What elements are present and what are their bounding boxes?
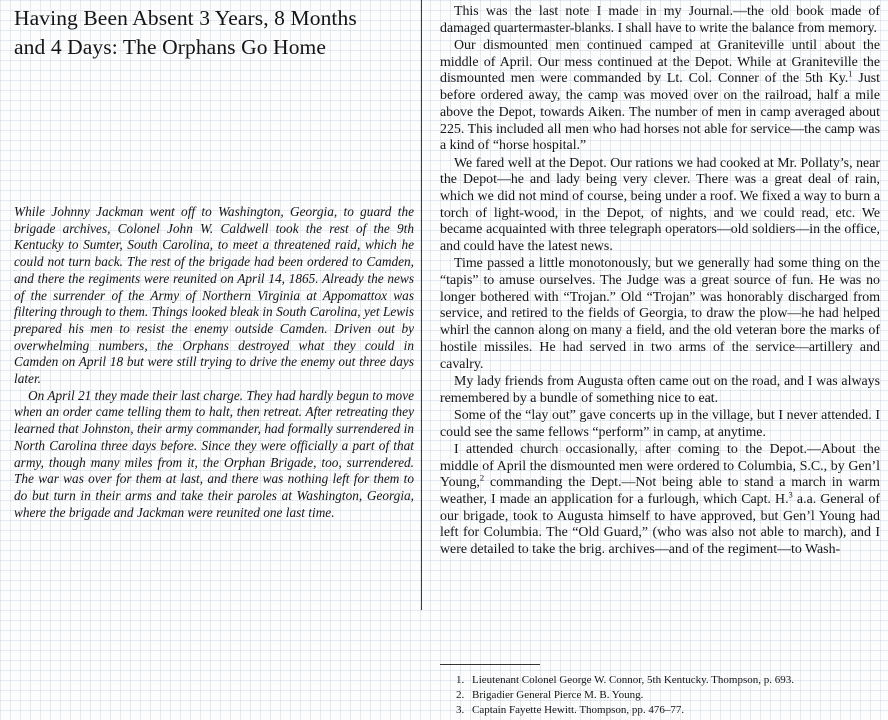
footnotes bbox=[456, 673, 876, 718]
chapter-title-line-1: Having Been Absent 3 Years, 8 Months bbox=[14, 6, 357, 30]
footnote-1-number: 1. bbox=[456, 674, 465, 686]
footnote-1-text: Lieutenant Colonel George W. Connor, 5th Kentucky. Thompson, p. 693. bbox=[472, 674, 794, 686]
chapter-title-line-2: and 4 Days: The Orphans Go Home bbox=[14, 35, 327, 59]
body-paragraph-4: Time passed a little monotonously, but we generally had some thing on the “tapis” to amuse ourselves. The Judge was a great source of fun. He was no longer bothered with “Trojan.” Old “Trojan” was honorably discharged from service, and retired to the fields of Georgia, to draw the plow—he had helped whirl the cannon along on many a field, and the old veteran bore the marks of hostile missiles. He had served in two arms of the service—artillery and cavalry. bbox=[440, 256, 880, 372]
footnote-1 bbox=[456, 673, 876, 688]
body-paragraph-7-text-c: a.a. General of our brigade, took to Augusta himself to have approved, but Gen’l Young had left for Columbia. The “Old Guard,” (who was also not able to march), and I were detailed to take the brig. archives—and of the regiment—to Wash- bbox=[440, 491, 880, 558]
left-column bbox=[14, 4, 414, 604]
column-divider bbox=[421, 0, 422, 610]
body-paragraph-5: My lady friends from Augusta often came out on the road, and I was always remembered by a bundle of something nice to eat. bbox=[440, 373, 880, 406]
footnote-rule bbox=[440, 664, 540, 665]
body-paragraph-6: Some of the “lay out” gave concerts up in the village, but I never attended. I could see the same fellows “perform” in camp, at anytime. bbox=[440, 407, 880, 440]
footnote-ref-3: 3 bbox=[788, 489, 793, 500]
intro-paragraph-1: While Johnny Jackman went off to Washington, Georgia, to guard the brigade archives, Colonel John W. Caldwell took the rest of the 9th Kentucky to Sumter, South Carolina, to meet a threatened raid, which he could not turn back. The rest of the brigade had been ordered to Camden, and there the regiments were reunited on April 14, 1865. Already the news of the surrender of the Army of Northern Virginia at Appomattox was filtering through to them. Things looked bleak in South Carolina, yet Lewis prepared his men to resist the enemy outside Camden. Driven out by overwhelming numbers, the Orphans destroyed what they could in Camden on April 18 but were still trying to drive the enemy out three days later. bbox=[14, 204, 414, 387]
chapter-title bbox=[14, 4, 414, 62]
footnote-ref-1: 1 bbox=[848, 68, 853, 79]
body-paragraph-2 bbox=[440, 38, 880, 155]
body-paragraph-7 bbox=[440, 442, 880, 559]
body-paragraph-3: We fared well at the Depot. Our rations we had cooked at Mr. Pollaty’s, near the Depot—he and lady being very clever. There was a great deal of rain, which we did not mind of course, being under a roof. We fixed a way to burn a torch of light-wood, in the Depot, of nights, and we could read, etc. We became acquainted with three telegraph operators—old soldiers—in the office, and could have the latest news. bbox=[440, 155, 880, 255]
footnote-3-text: Captain Fayette Hewitt. Thompson, pp. 476–77. bbox=[472, 704, 685, 716]
body-paragraph-7-text-b: commanding the Dept.—Not being able to stand a march in warm weather, I made an application for a furlough, which Capt. H. bbox=[440, 475, 880, 507]
footnote-3 bbox=[456, 703, 876, 718]
chapter-intro bbox=[14, 204, 414, 521]
body-paragraph-1: This was the last note I made in my Journal.—the old book made of damaged quartermaster-blanks. I shall have to write the balance from memory. bbox=[440, 4, 880, 36]
body-paragraph-2-text-a: Our dismounted men continued camped at Graniteville until about the middle of April. Our mess continued at the Depot. While at Graniteville the dismounted men were commanded by Lt. Col. Conner of the 5th Ky. bbox=[440, 38, 880, 87]
footnote-ref-2: 2 bbox=[479, 472, 485, 483]
body-paragraph-7-text-a: I attended church occasionally, after coming to the Depot.—About the middle of April the dismounted men were ordered to Columbia, S.C., by Gen’l Young, bbox=[440, 441, 880, 491]
footnote-2-text: Brigadier General Pierce M. B. Young. bbox=[472, 689, 644, 701]
intro-paragraph-2: On April 21 they made their last charge. They had hardly begun to move when an order came telling them to halt, then retreat. After retreating they learned that Johnston, their army commander, had formally surrendered in North Carolina three days before. Since they were officially a part of that army, though many miles from it, the Orphan Brigade, too, surrendered. The war was over for them at last, and there was nothing left for them to do but turn in their arms and take their paroles at Washington, Georgia, where the brigade and Jackman were reunited one last time. bbox=[14, 387, 414, 520]
footnote-3-number: 3. bbox=[456, 704, 465, 716]
footnote-2-number: 2. bbox=[456, 689, 465, 701]
footnote-2 bbox=[456, 688, 876, 703]
body-paragraph-2-text-b: Just before ordered away, the camp was moved over on the railroad, half a mile above the Depot, towards Aiken. The number of men in camp averaged about 225. This included all men who had horses not able for service—the camp was a kind of “horse hospital.” bbox=[440, 71, 880, 154]
right-column bbox=[440, 4, 880, 559]
